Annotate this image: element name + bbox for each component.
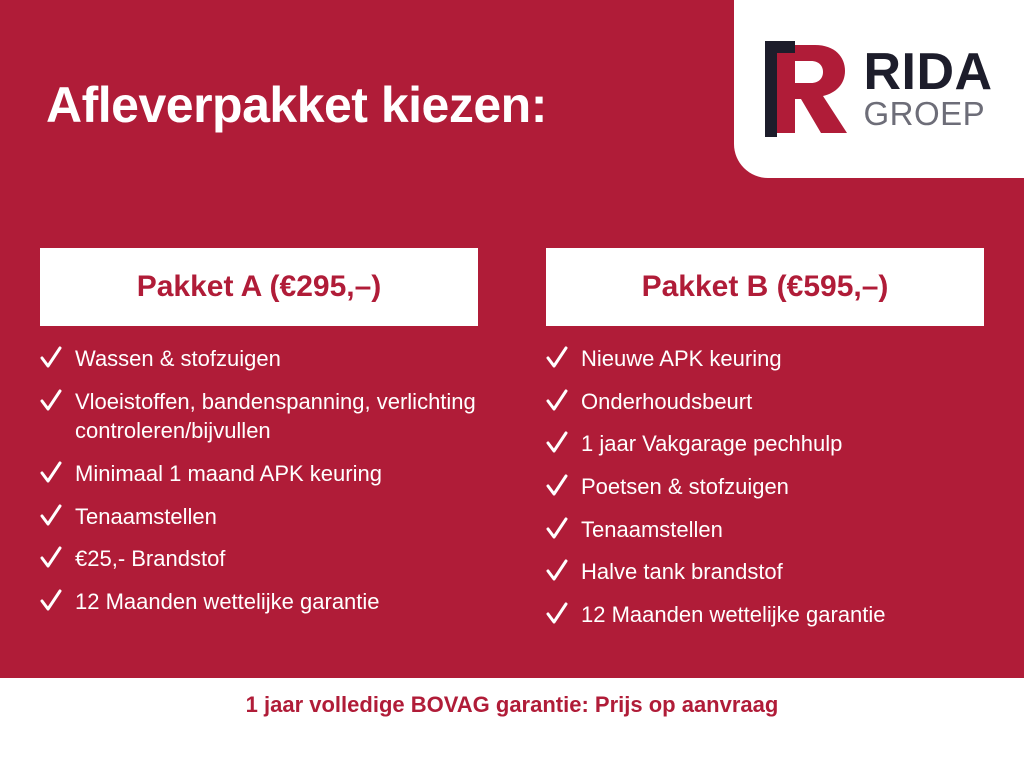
check-icon [546,473,568,500]
brand-wordmark [863,42,993,132]
check-icon [546,430,568,457]
check-icon [40,460,62,487]
brand-name: RIDA [863,42,993,101]
package-b-header [546,248,984,326]
list-item [40,544,478,574]
package-card-b [546,248,984,643]
list-item-label: 1 jaar Vakgarage pechhulp [581,431,843,457]
list-item-label: Wassen & stofzuigen [75,346,281,371]
list-item-label: 12 Maanden wettelijke garantie [75,589,380,615]
check-icon [40,545,62,572]
list-item-label: 12 Maanden wettelijke garantie [581,602,886,628]
list-item [40,587,478,617]
brand-subname: GROEP [863,94,986,132]
list-item-label: Minimaal 1 maand APK keuring [75,461,382,487]
list-item-label: Tenaamstellen [75,503,217,529]
page-title: Afleverpakket kiezen: [46,77,547,133]
list-item [40,459,478,489]
package-a-header [40,248,478,326]
check-icon [40,503,62,530]
list-item-label: Halve tank brandstof [581,559,783,585]
check-icon [546,558,568,585]
list-item-label: €25,- Brandstof [75,546,226,572]
check-icon [40,345,62,372]
list-item [546,557,984,587]
list-item [546,387,984,417]
list-item [546,600,984,630]
footer-bar [0,678,1024,768]
list-item [40,387,478,446]
list-item-label: Tenaamstellen [581,516,723,542]
package-a-title: Pakket A (€295,–) [136,270,382,303]
list-item [40,344,478,374]
list-item-label: Nieuwe APK keuring [581,346,782,371]
packages-container [40,248,984,643]
list-item-label: Poetsen & stofzuigen [581,474,789,500]
list-item [40,502,478,532]
list-item-label: Vloeistoffen, bandenspanning, verlichting controleren/bijvullen [75,388,476,444]
check-icon [546,516,568,543]
r-monogram-icon [765,41,849,137]
list-item [546,429,984,459]
list-item [546,472,984,502]
package-b-title: Pakket B (€595,–) [641,270,889,303]
list-item-label: Onderhoudsbeurt [581,388,753,414]
check-icon [546,601,568,628]
list-item [546,344,984,374]
check-icon [40,388,62,415]
check-icon [546,345,568,372]
check-icon [546,388,568,415]
list-item [546,515,984,545]
package-b-feature-list [546,344,984,630]
package-a-feature-list [40,344,478,617]
footer-note: 1 jaar volledige BOVAG garantie: Prijs op aanvraag [245,692,779,717]
check-icon [40,588,62,615]
package-card-a [40,248,478,643]
brand-logo [734,0,1024,178]
